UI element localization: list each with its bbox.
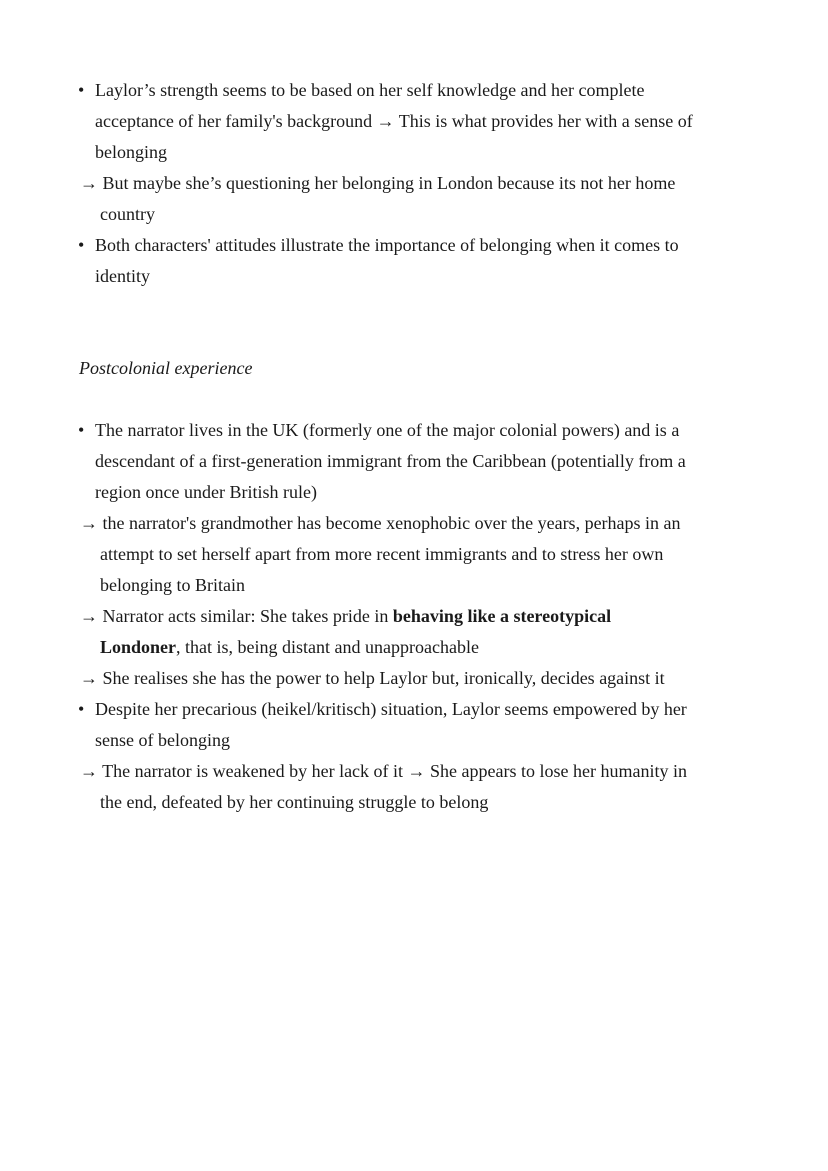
text-line: the end, defeated by her continuing struggle to belong	[100, 792, 489, 812]
arrow-line: → The narrator is weakened by her lack of it → She appears to lose her humanity in	[80, 761, 687, 781]
text-line: identity	[95, 266, 150, 286]
text-run: , that is, being distant and unapproachable	[176, 637, 479, 657]
text-line: belonging	[95, 142, 167, 162]
text-line: sense of belonging	[95, 730, 230, 750]
text-line: Both characters' attitudes illustrate the importance of belonging when it comes to	[95, 235, 679, 255]
bullet-marker: •	[78, 699, 85, 719]
arrow-line: → She realises she has the power to help Laylor but, ironically, decides against it	[80, 668, 665, 688]
section-heading: Postcolonial experience	[79, 358, 253, 378]
bold-text-run: Londoner	[100, 637, 177, 657]
arrow-line	[80, 604, 611, 628]
text-line: attempt to set herself apart from more recent immigrants and to stress her own	[100, 544, 664, 564]
arrow-line: → the narrator's grandmother has become xenophobic over the years, perhaps in an	[80, 513, 681, 533]
text-line: Despite her precarious (heikel/kritisch) situation, Laylor seems empowered by her	[95, 699, 687, 719]
text-line: acceptance of her family's background → This is what provides her with a sense of	[95, 111, 693, 131]
bullet-marker: •	[78, 80, 85, 100]
bullet-marker: •	[78, 235, 85, 255]
arrow-line: → But maybe she’s questioning her belonging in London because its not her home	[80, 173, 676, 193]
text-line: country	[100, 204, 155, 224]
text-line: The narrator lives in the UK (formerly one of the major colonial powers) and is a	[95, 420, 680, 440]
text-line: Laylor’s strength seems to be based on her self knowledge and her complete	[95, 80, 645, 100]
bullet-marker: •	[78, 420, 85, 440]
bold-text-run: behaving like a stereotypical	[392, 606, 612, 626]
text-line: descendant of a first-generation immigrant from the Caribbean (potentially from a	[95, 451, 686, 471]
text-line: region once under British rule)	[95, 482, 317, 502]
text-line: belonging to Britain	[100, 575, 245, 595]
text-run: → Narrator acts similar: She takes pride in	[80, 606, 393, 626]
text-line	[100, 635, 479, 659]
